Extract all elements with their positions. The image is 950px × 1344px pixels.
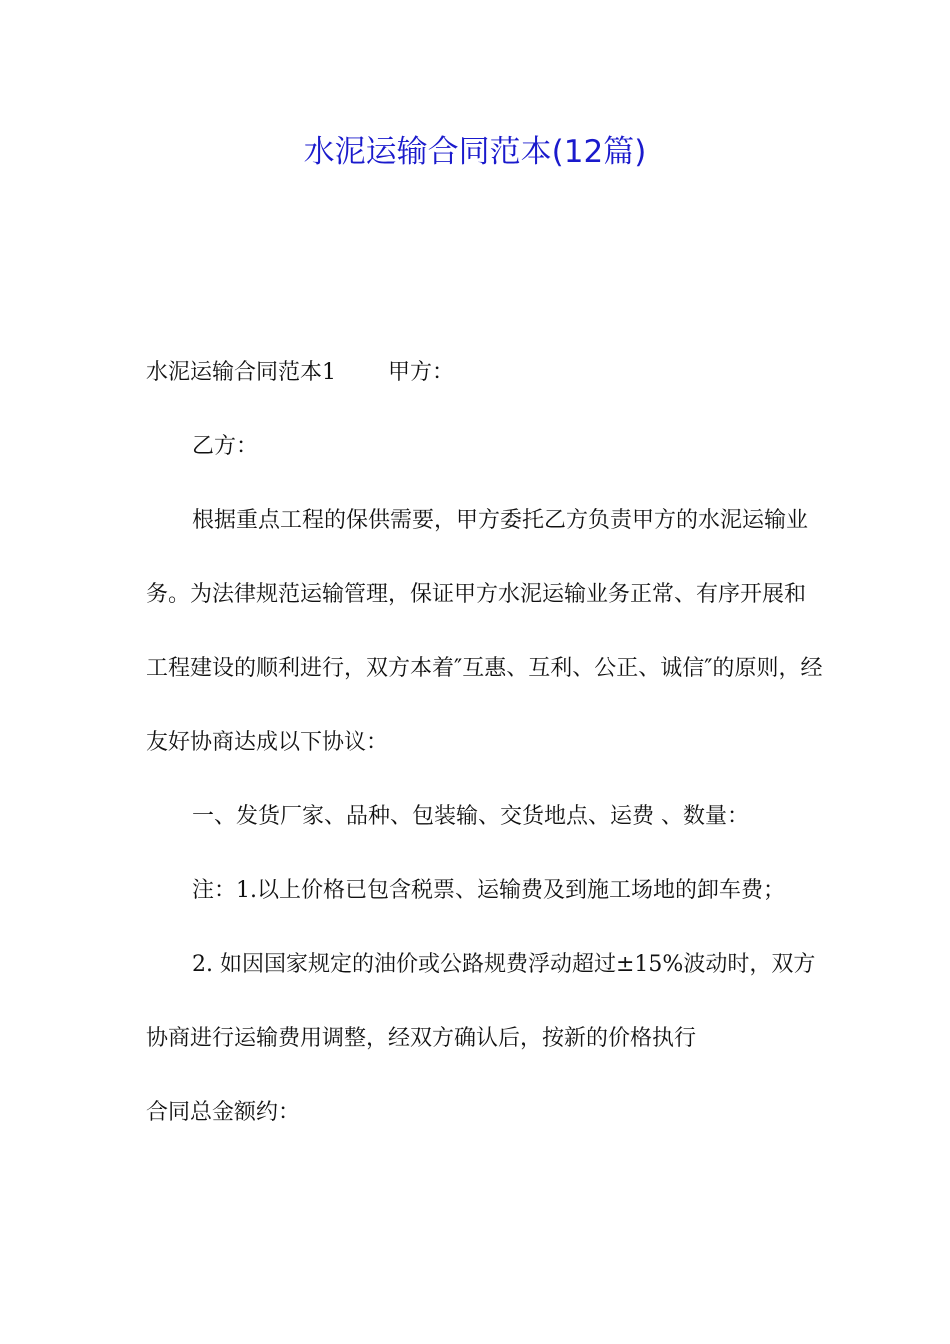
- paragraph-note-2: 2. 如因国家规定的油价或公路规费浮动超过±15%波动时，双方协商进行运输费用调整，经双方确认后，按新的价格执行: [146, 952, 816, 1051]
- party-a-label: 甲方：: [388, 360, 455, 385]
- party-b-label: 乙方：: [192, 434, 259, 459]
- paragraph-note-1: 注：1.以上价格已包含税票、运输费及到施工场地的卸车费；: [192, 878, 785, 903]
- document-body: [146, 336, 826, 1150]
- section-heading-line: [146, 336, 826, 410]
- section-heading: 水泥运输合同范本1: [146, 360, 336, 385]
- paragraph-preamble: 根据重点工程的保供需要，甲方委托乙方负责甲方的水泥运输业务。为法律规范运输管理，保证甲方水泥运输业务正常、有序开展和工程建设的顺利进行，双方本着″互惠、互利、公正、诚信″的原则，经友好协商达成以下协议：: [146, 508, 823, 755]
- paragraph-clause-1: 一、发货厂家、品种、包装输、交货地点、运费 、数量：: [192, 804, 749, 829]
- document-title: 水泥运输合同范本(12篇): [303, 134, 647, 170]
- paragraph-total-amount: 合同总金额约：: [146, 1100, 301, 1125]
